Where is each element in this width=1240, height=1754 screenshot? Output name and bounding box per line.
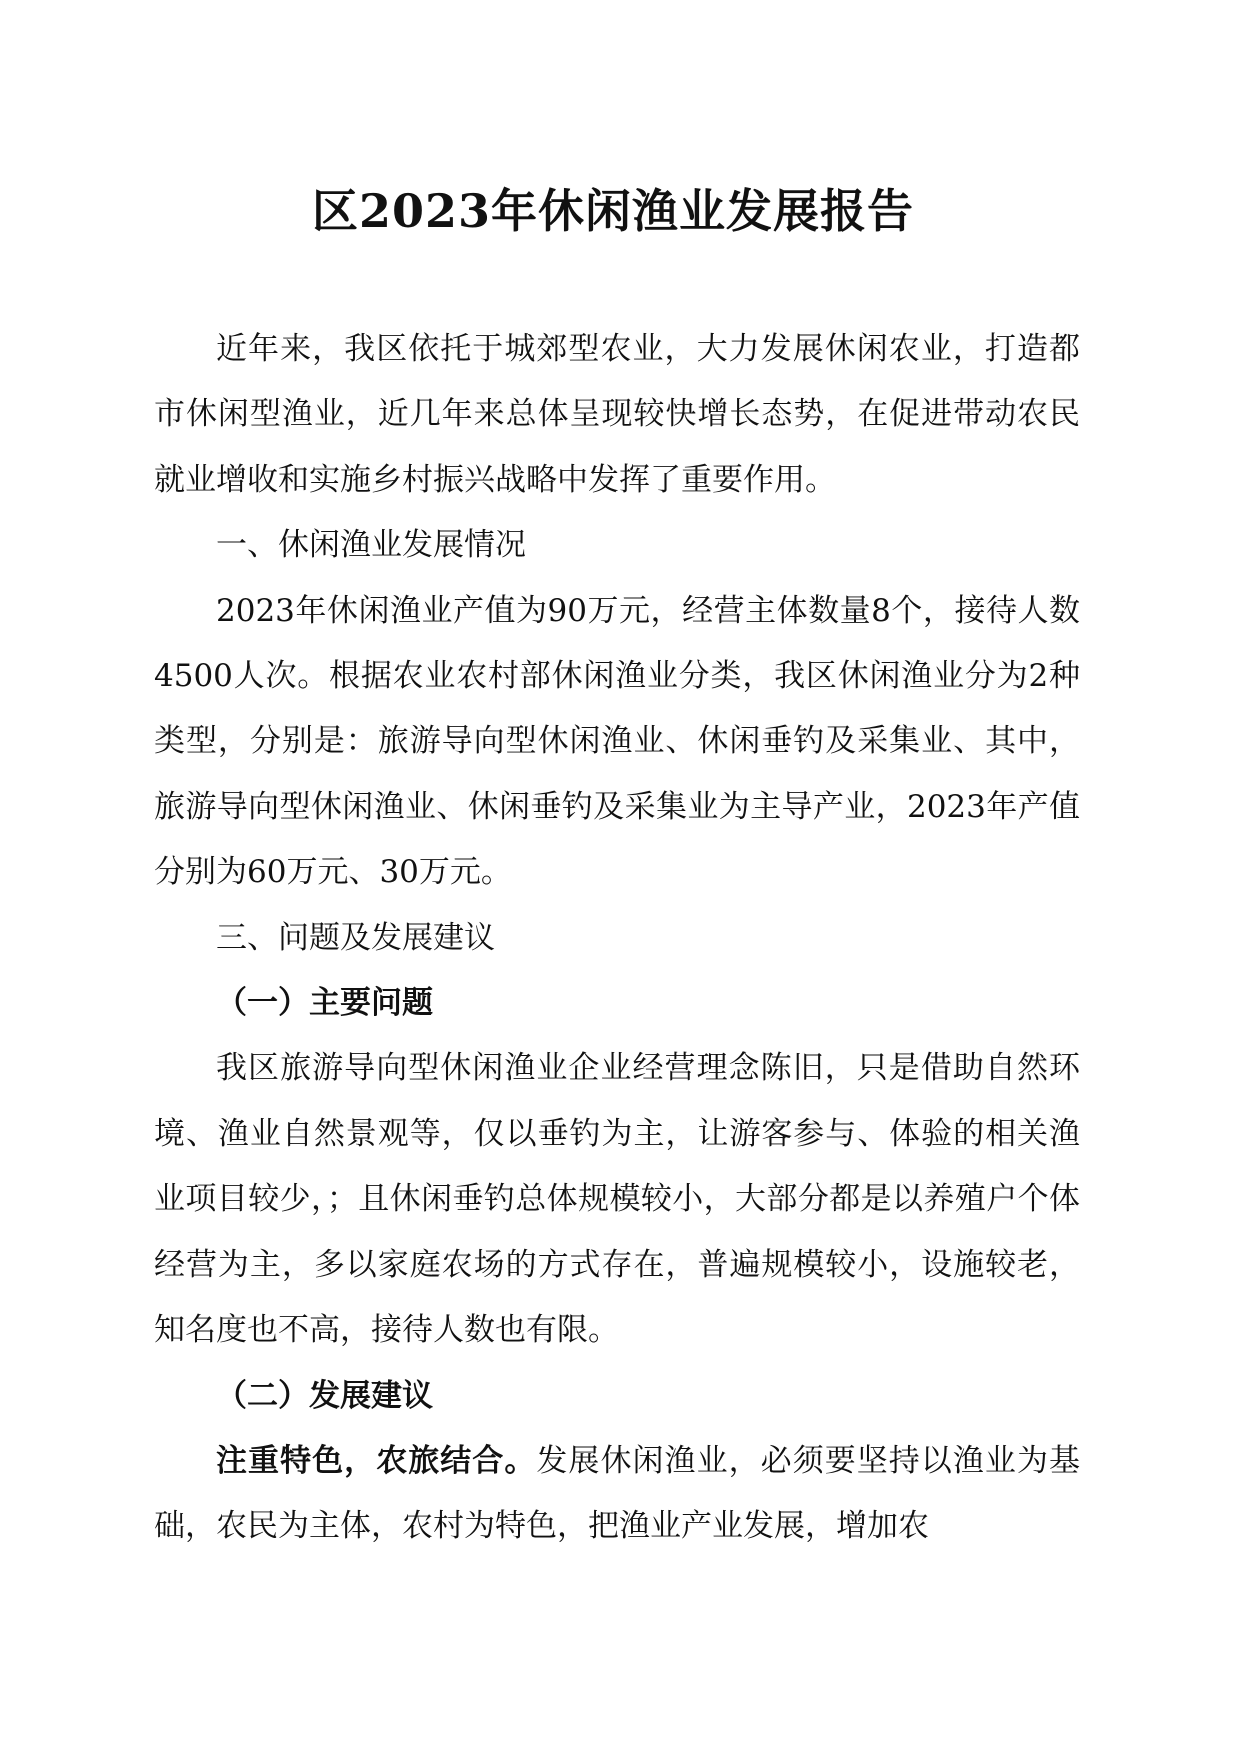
subsection1-paragraph: 我区旅游导向型休闲渔业企业经营理念陈旧，只是借助自然环境、渔业自然景观等，仅以垂钓为主，让游客参与、体验的相关渔业项目较少，；且休闲垂钓总体规模较小，大部分都是以养殖户个体经营为主，多以家庭农场的方式存在，普遍规模较小，设施较老，知名度也不高，接待人数也有限。 — [154, 1050, 1080, 1349]
section1-paragraph: 2023年休闲渔业产值为90万元，经营主体数量8个，接待人数4500人次。根据农业农村部休闲渔业分类，我区休闲渔业分为2种类型，分别是：旅游导向型休闲渔业、休闲垂钓及采集业、其中，旅游导向型休闲渔业、休闲垂钓及采集业为主导产业，2023年产值分别为60万元、30万元。 — [154, 592, 1080, 891]
subsection1-heading: （一）主要问题 — [216, 985, 433, 1022]
document-body — [154, 317, 1080, 1560]
document-title: 区2023年休闲渔业发展报告 — [311, 184, 915, 238]
subsection2-text: 发展休闲渔业，必须要坚持以渔业为基础，农民为主体，农村为特色，把渔业产业发展，增加农 — [154, 1442, 1081, 1545]
section3-heading: 三、问题及发展建议 — [216, 919, 495, 956]
subsection2-lead: 注重特色，农旅结合。 — [216, 1442, 537, 1479]
section1-heading: 一、休闲渔业发展情况 — [216, 527, 526, 564]
subsection2-heading: （二）发展建议 — [216, 1377, 433, 1414]
intro-paragraph: 近年来，我区依托于城郊型农业，大力发展休闲农业，打造都市休闲型渔业，近几年来总体呈现较快增长态势，在促进带动农民就业增收和实施乡村振兴战略中发挥了重要作用。 — [154, 331, 1080, 498]
subsection2-paragraph — [154, 1429, 1080, 1560]
